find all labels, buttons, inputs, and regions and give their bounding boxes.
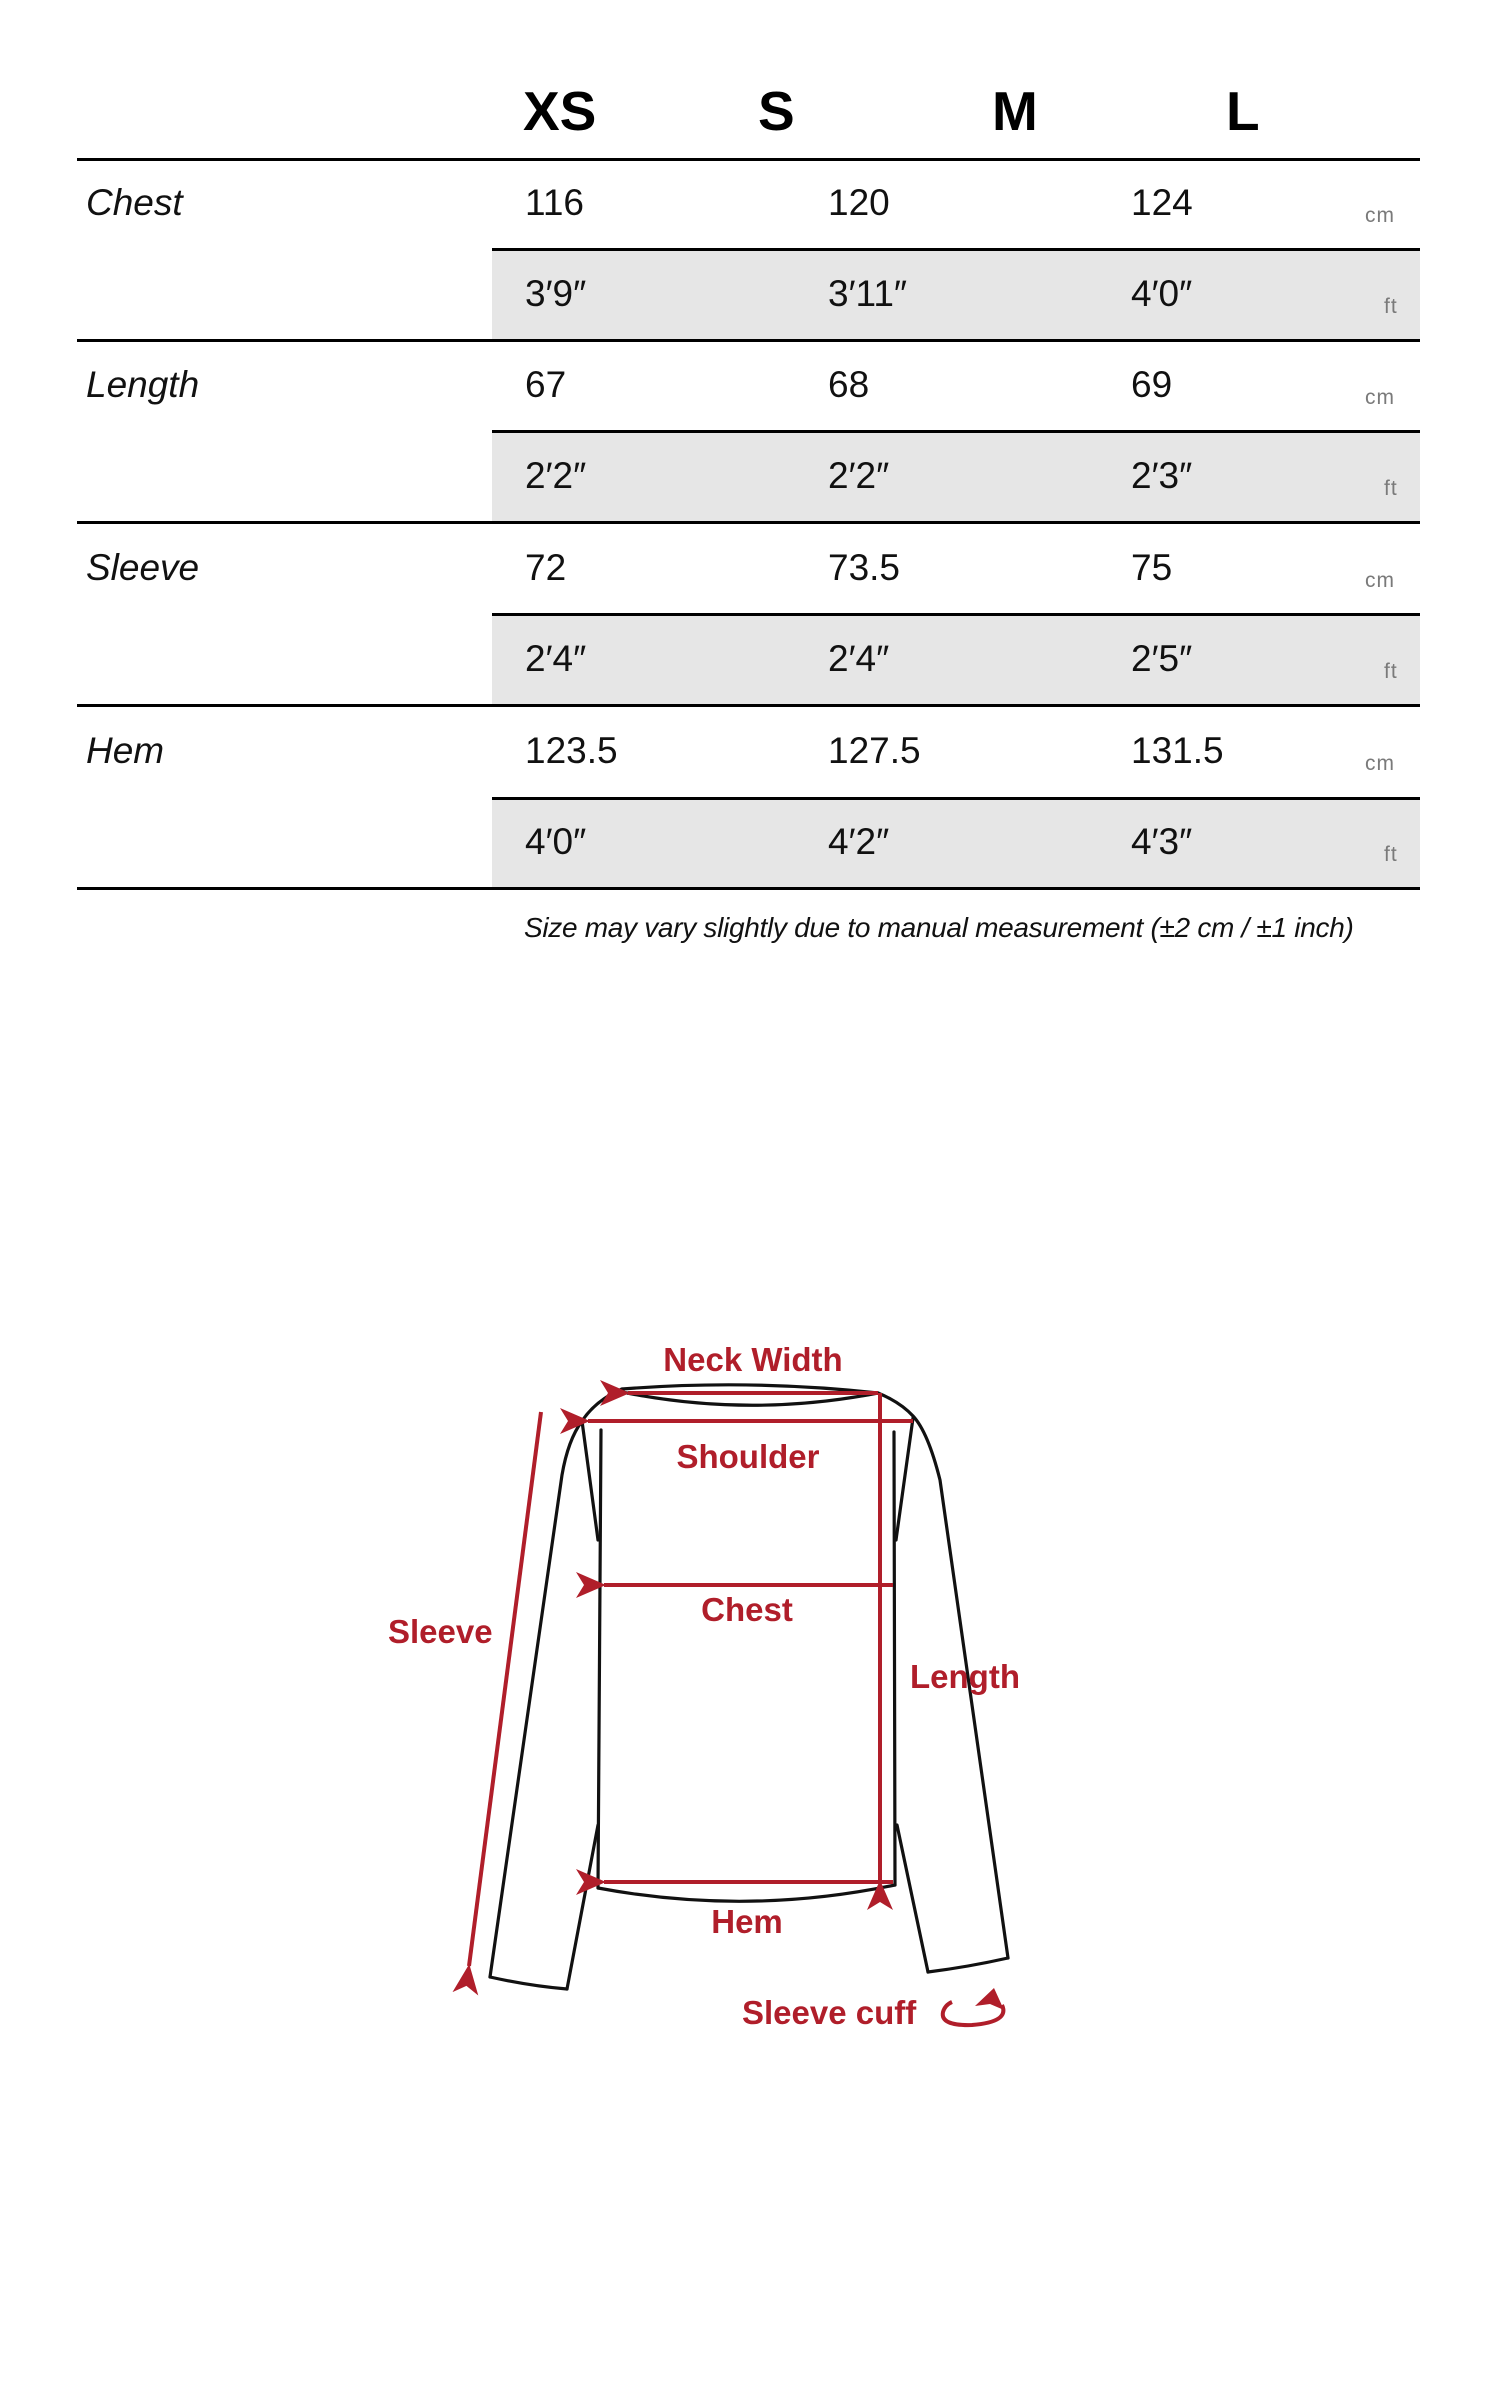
sleeve-ft-s: 2′4″ [828, 638, 890, 679]
length-cm-xs: 67 [525, 364, 567, 405]
length-ft-m: 2′3″ [1131, 455, 1193, 496]
body-right-side [894, 1432, 895, 1885]
length-cm-m: 69 [1131, 364, 1173, 405]
chest-ft-xs: 3′9″ [525, 273, 587, 314]
body-left-side [598, 1430, 601, 1888]
size-header-m: M [992, 80, 1038, 142]
hem-unit-cm: cm [1365, 752, 1395, 775]
diagram-labels [388, 1341, 1020, 2031]
length-cm-s: 68 [828, 364, 870, 405]
hem-cm-m: 131.5 [1131, 730, 1224, 771]
hem-ft-s: 4′2″ [828, 821, 890, 862]
hem-edge [598, 1885, 895, 1901]
chest-cm-xs: 116 [525, 182, 584, 223]
left-sleeve-cuff [490, 1977, 567, 1989]
hem-unit-ft: ft [1384, 843, 1398, 866]
size-header-s: S [758, 80, 795, 142]
label-chest: Chest [701, 1591, 793, 1628]
chest-unit-cm: cm [1365, 204, 1395, 227]
size-header-xs: XS [523, 80, 597, 142]
chest-ft-m: 4′0″ [1131, 273, 1193, 314]
length-unit-ft: ft [1384, 477, 1398, 500]
chest-unit-ft: ft [1384, 295, 1398, 318]
chest-cm-m: 124 [1131, 182, 1193, 223]
sleeve-cm-m: 75 [1131, 547, 1173, 588]
sleeve-ft-xs: 2′4″ [525, 638, 587, 679]
label-neck-width: Neck Width [663, 1341, 843, 1378]
measurement-footnote: Size may vary slightly due to manual measurement (±2 cm / ±1 inch) [524, 912, 1354, 943]
left-sleeve-inner [567, 1825, 598, 1989]
hem-cm-xs: 123.5 [525, 730, 618, 771]
row-label-hem: Hem [86, 730, 165, 771]
label-sleeve-cuff: Sleeve cuff [742, 1994, 917, 2031]
length-unit-cm: cm [1365, 386, 1395, 409]
sleeve-ft-m: 2′5″ [1131, 638, 1193, 679]
label-hem: Hem [711, 1903, 783, 1940]
label-sleeve: Sleeve [388, 1613, 493, 1650]
row-label-sleeve: Sleeve [86, 547, 200, 588]
sleeve-unit-cm: cm [1365, 569, 1395, 592]
sleeve-cuff-arrowhead-icon [975, 1988, 1004, 2010]
right-sleeve-inner [897, 1825, 928, 1972]
row-label-length: Length [86, 364, 200, 405]
label-shoulder: Shoulder [676, 1438, 820, 1475]
hem-ft-m: 4′3″ [1131, 821, 1193, 862]
right-sleeve-cuff [928, 1958, 1008, 1972]
length-ft-xs: 2′2″ [525, 455, 587, 496]
sleeve-cm-s: 73.5 [828, 547, 901, 588]
chest-ft-s: 3′11″ [828, 273, 908, 314]
right-armhole-seam [896, 1418, 913, 1540]
hem-ft-xs: 4′0″ [525, 821, 587, 862]
label-length: Length [910, 1658, 1020, 1695]
chest-cm-s: 120 [828, 182, 890, 223]
left-armhole-seam [582, 1421, 598, 1540]
size-header-l: L [1226, 80, 1260, 142]
length-ft-s: 2′2″ [828, 455, 890, 496]
sleeve-cm-xs: 72 [525, 547, 567, 588]
row-label-chest: Chest [86, 182, 183, 223]
sleeve-unit-ft: ft [1384, 660, 1398, 683]
hem-cm-s: 127.5 [828, 730, 921, 771]
